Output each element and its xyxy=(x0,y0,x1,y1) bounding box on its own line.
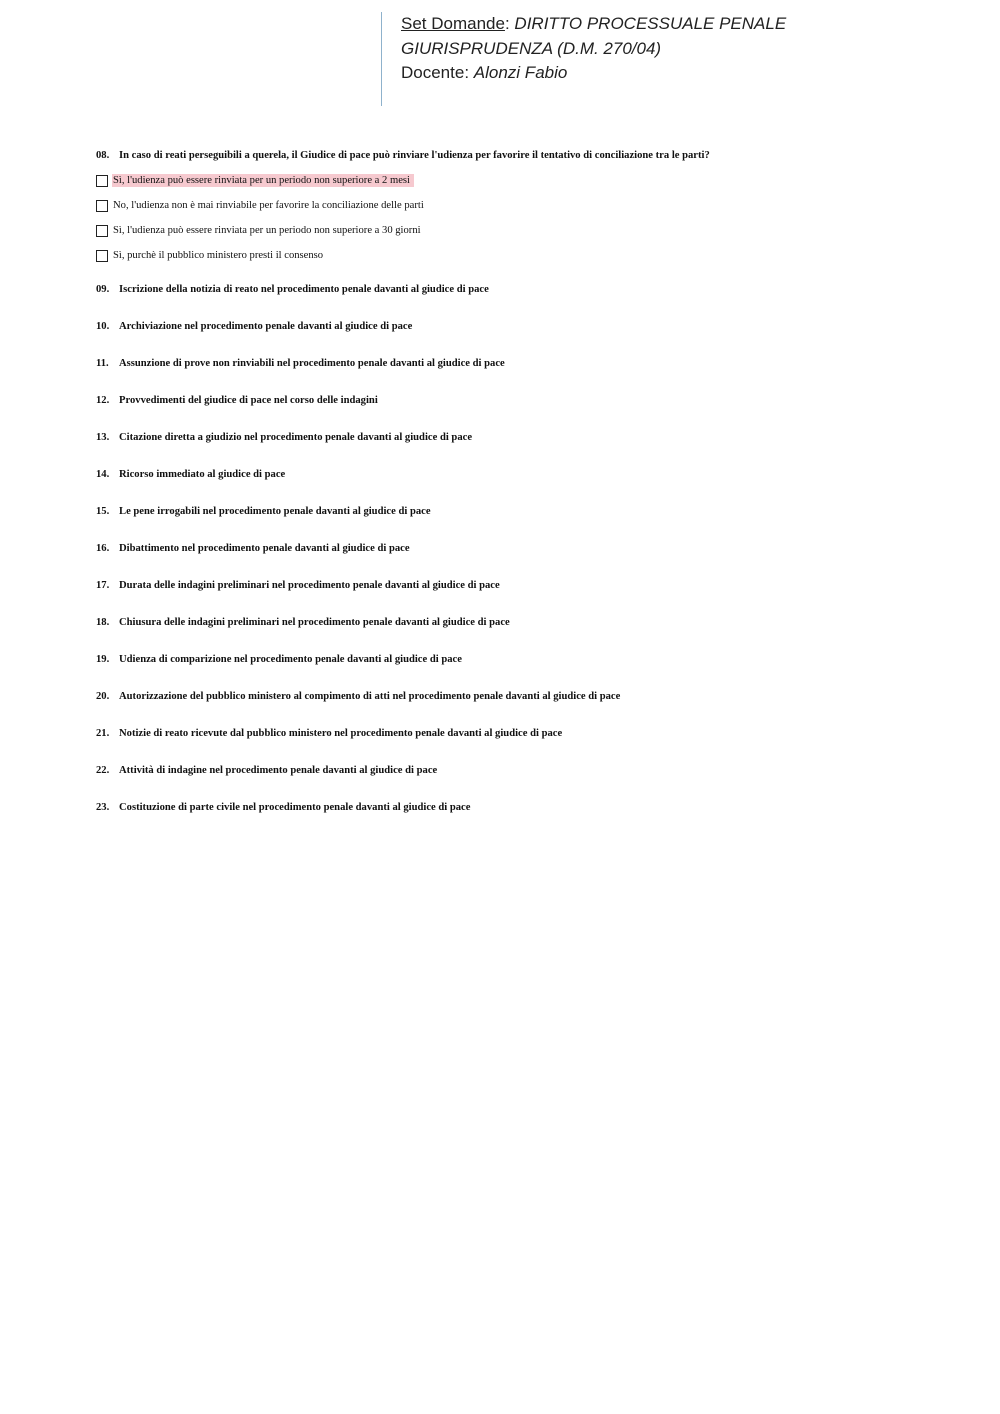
question-item xyxy=(96,579,956,616)
question-number: 22. xyxy=(96,765,110,776)
question-text: Iscrizione della notizia di reato nel procedimento penale davanti al giudice di pace xyxy=(119,284,489,295)
question-item xyxy=(96,653,956,690)
answer-checkbox[interactable] xyxy=(96,225,108,237)
question-text: In caso di reati perseguibili a querela, il Giudice di pace può rinviare l'udienza per favorire il tentativo di conciliazione tra le parti? xyxy=(119,150,710,161)
docente-label: Docente: xyxy=(401,63,470,82)
answer-text: Sì, purchè il pubblico ministero presti il consenso xyxy=(113,250,324,261)
question-item xyxy=(96,357,956,394)
answer-checkbox[interactable] xyxy=(96,250,108,262)
question-number: 12. xyxy=(96,395,110,406)
set-separator: : xyxy=(504,14,510,33)
answer-option-4[interactable] xyxy=(96,248,956,263)
question-number: 17. xyxy=(96,580,110,591)
question-title xyxy=(96,149,956,162)
answer-option-2[interactable] xyxy=(96,198,956,213)
question-number: 16. xyxy=(96,543,110,554)
question-item xyxy=(96,801,956,838)
question-text: Autorizzazione del pubblico ministero al compimento di atti nel procedimento penale davanti al giudice di pace xyxy=(119,691,621,702)
question-item xyxy=(96,690,956,727)
subject-title-line2: GIURISPRUDENZA (D.M. 270/04) xyxy=(401,38,662,58)
question-text: Provvedimenti del giudice di pace nel corso delle indagini xyxy=(119,395,378,406)
question-number: 08. xyxy=(96,150,110,161)
question-text: Durata delle indagini preliminari nel procedimento penale davanti al giudice di pace xyxy=(119,580,500,591)
question-item xyxy=(96,283,956,320)
question-list xyxy=(96,283,956,838)
question-text: Le pene irrogabili nel procedimento penale davanti al giudice di pace xyxy=(119,506,431,517)
document-header xyxy=(381,12,941,106)
question-number: 11. xyxy=(96,358,109,369)
question-number: 21. xyxy=(96,728,110,739)
question-08 xyxy=(96,149,956,273)
answer-text: No, l'udienza non è mai rinviabile per favorire la conciliazione delle parti xyxy=(113,200,424,211)
question-text: Dibattimento nel procedimento penale davanti al giudice di pace xyxy=(119,543,410,554)
set-label: Set Domande xyxy=(401,14,505,33)
question-number: 20. xyxy=(96,691,110,702)
question-item xyxy=(96,727,956,764)
question-text: Costituzione di parte civile nel procedimento penale davanti al giudice di pace xyxy=(119,802,471,813)
answer-checkbox[interactable] xyxy=(96,200,108,212)
question-item xyxy=(96,431,956,468)
question-number: 23. xyxy=(96,802,110,813)
subject-title-line1: DIRITTO PROCESSUALE PENALE xyxy=(514,14,787,33)
question-text: Assunzione di prove non rinviabili nel procedimento penale davanti al giudice di pace xyxy=(119,358,505,369)
answer-text: Sì, l'udienza può essere rinviata per un periodo non superiore a 2 mesi xyxy=(112,174,414,187)
question-item xyxy=(96,542,956,579)
question-number: 15. xyxy=(96,506,110,517)
question-text: Citazione diretta a giudizio nel procedimento penale davanti al giudice di pace xyxy=(119,432,473,443)
answer-option-3[interactable] xyxy=(96,223,956,238)
question-number: 09. xyxy=(96,284,110,295)
set-line xyxy=(401,12,941,37)
question-item xyxy=(96,468,956,505)
question-item xyxy=(96,394,956,431)
question-text: Archiviazione nel procedimento penale davanti al giudice di pace xyxy=(119,321,413,332)
question-text: Notizie di reato ricevute dal pubblico ministero nel procedimento penale davanti al giudice di pace xyxy=(119,728,563,739)
question-text: Attività di indagine nel procedimento penale davanti al giudice di pace xyxy=(119,765,438,776)
question-number: 10. xyxy=(96,321,110,332)
answer-text: Sì, l'udienza può essere rinviata per un periodo non superiore a 30 giorni xyxy=(113,225,421,236)
question-item xyxy=(96,764,956,801)
answer-list xyxy=(96,173,956,263)
question-item xyxy=(96,505,956,542)
question-number: 14. xyxy=(96,469,110,480)
question-text: Udienza di comparizione nel procedimento penale davanti al giudice di pace xyxy=(119,654,462,665)
subject-line-2 xyxy=(401,37,941,62)
docente-line xyxy=(401,61,941,86)
question-item xyxy=(96,320,956,357)
question-number: 19. xyxy=(96,654,110,665)
question-number: 18. xyxy=(96,617,110,628)
answer-checkbox[interactable] xyxy=(96,175,108,187)
answer-option-1[interactable] xyxy=(96,173,956,188)
question-text: Ricorso immediato al giudice di pace xyxy=(119,469,286,480)
question-item xyxy=(96,616,956,653)
question-text: Chiusura delle indagini preliminari nel procedimento penale davanti al giudice di pace xyxy=(119,617,510,628)
question-number: 13. xyxy=(96,432,110,443)
docente-name: Alonzi Fabio xyxy=(473,63,568,82)
